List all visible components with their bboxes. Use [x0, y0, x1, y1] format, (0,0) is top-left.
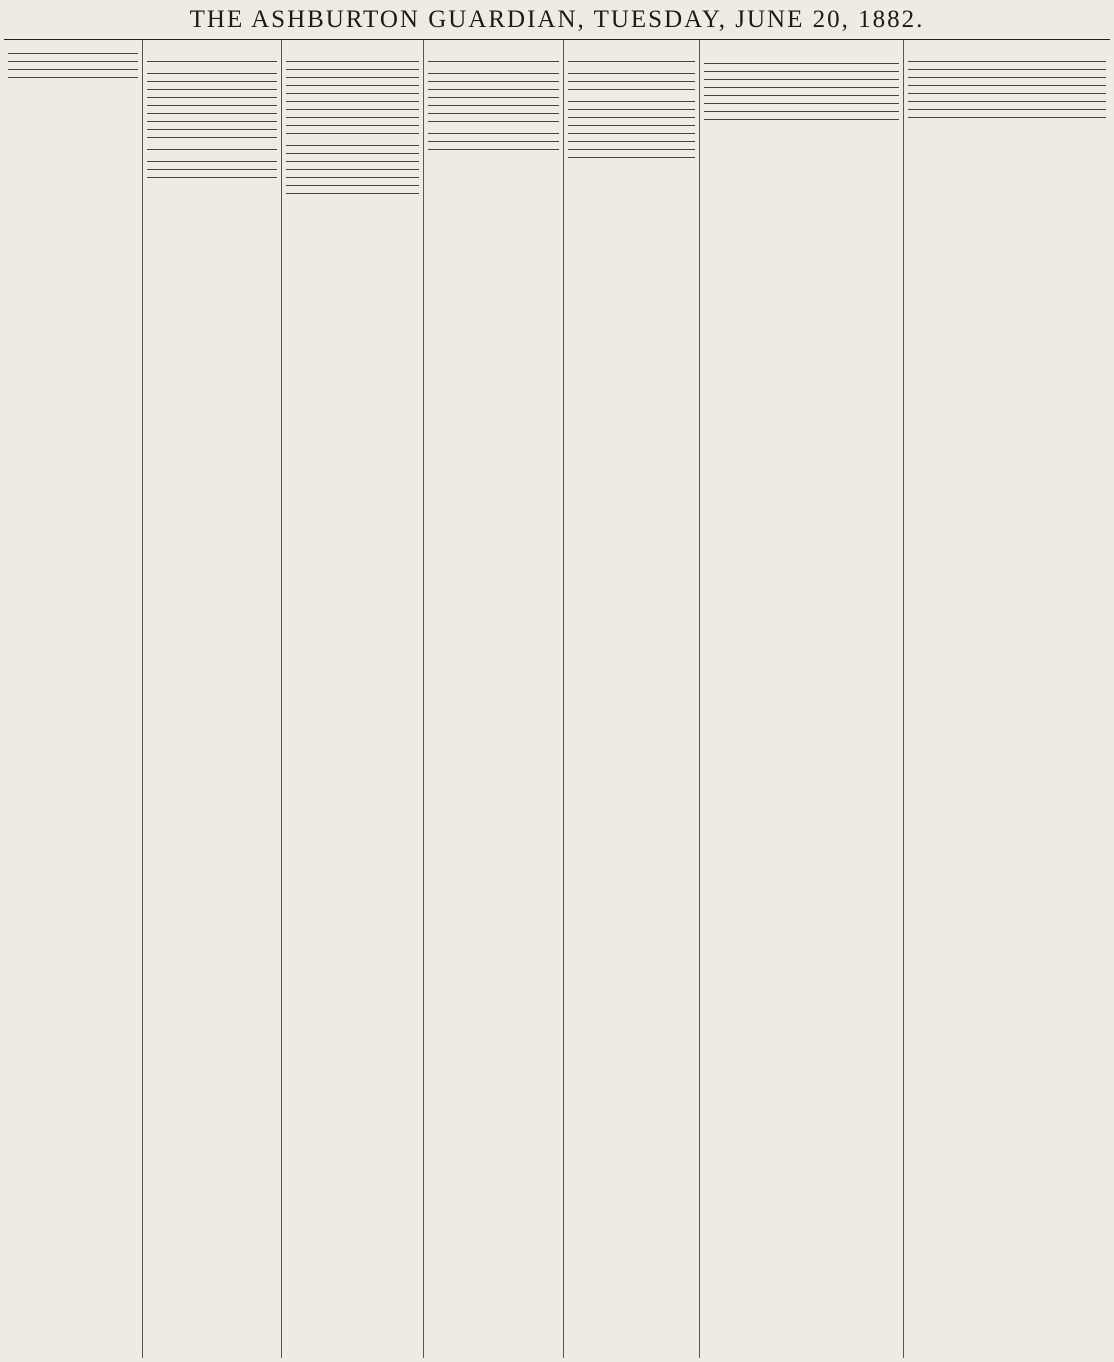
- advertisement: [286, 178, 419, 186]
- advertisement: [286, 138, 419, 146]
- column-6: [700, 40, 904, 1358]
- advertisement: [428, 114, 559, 122]
- advertisement: [704, 96, 899, 104]
- advertisement: [908, 102, 1106, 110]
- advertisement: [8, 62, 138, 70]
- advertisement: [704, 80, 899, 88]
- advertisement: [568, 150, 695, 158]
- advertisement: [428, 134, 559, 142]
- advertisement: [286, 110, 419, 118]
- advertisement: [568, 102, 695, 110]
- advertisement: [286, 94, 419, 102]
- advertisement: [286, 62, 419, 70]
- advertisement: [568, 94, 695, 102]
- advertisement: [908, 86, 1106, 94]
- advertisement: [568, 66, 695, 74]
- advertisement: [147, 130, 277, 138]
- advertisement: [704, 120, 899, 127]
- advertisement: [286, 54, 419, 62]
- advertisement: [8, 54, 138, 62]
- advertisement: [908, 70, 1106, 78]
- advertisement: [147, 114, 277, 122]
- advertisement: [147, 106, 277, 114]
- advertisement: [147, 90, 277, 98]
- advertisement: [286, 146, 419, 154]
- advertisement: [286, 186, 419, 194]
- advertisement: [908, 94, 1106, 102]
- advertisement: [428, 98, 559, 106]
- advertisement: [428, 74, 559, 82]
- column-heading: [428, 42, 559, 52]
- column-heading: [704, 42, 899, 52]
- advertisement: [147, 162, 277, 170]
- advertisement: [428, 142, 559, 150]
- advertisement: [568, 118, 695, 126]
- advertisement: [147, 170, 277, 178]
- advertisement: [286, 86, 419, 94]
- advertisement: [704, 88, 899, 96]
- advertisement: [286, 170, 419, 178]
- advertisement: [428, 90, 559, 98]
- advertisement: [908, 54, 1106, 62]
- column-heading: [147, 42, 277, 52]
- advertisement: [704, 56, 899, 64]
- advertisement: [568, 126, 695, 134]
- advertisement: [147, 66, 277, 74]
- column-7: [904, 40, 1110, 1358]
- column-1: [4, 40, 143, 1358]
- advertisement: [428, 106, 559, 114]
- advertisement: [908, 78, 1106, 86]
- advertisement: [147, 154, 277, 162]
- advertisement: [704, 72, 899, 80]
- advertisement: [147, 142, 277, 150]
- advertisement: [908, 110, 1106, 118]
- advertisement: [704, 112, 899, 120]
- advertisement: [286, 102, 419, 110]
- advertisement: [286, 78, 419, 86]
- advertisement: [286, 118, 419, 126]
- advertisement: [428, 54, 559, 62]
- advertisement: [147, 82, 277, 90]
- advertisement: [428, 126, 559, 134]
- column-heading: [568, 42, 695, 52]
- column-4: [424, 40, 564, 1358]
- advertisement: [428, 66, 559, 74]
- advertisement: [568, 54, 695, 62]
- advertisement: [568, 158, 695, 165]
- advertisement: [286, 194, 419, 201]
- advertisement: [8, 78, 138, 85]
- advertisement: [147, 98, 277, 106]
- masthead: THE ASHBURTON GUARDIAN, TUESDAY, JUNE 20, 1882.: [189, 6, 925, 33]
- advertisement: [704, 104, 899, 112]
- advertisement: [147, 178, 277, 185]
- columns-container: [4, 40, 1110, 1358]
- advertisement: [428, 150, 559, 157]
- advertisement: [8, 46, 138, 54]
- advertisement: [147, 54, 277, 62]
- advertisement: [568, 110, 695, 118]
- column-heading: [286, 42, 419, 52]
- column-5: [564, 40, 700, 1358]
- column-2: [143, 40, 282, 1358]
- column-heading: [908, 42, 1106, 52]
- advertisement: [704, 64, 899, 72]
- advertisement: [286, 70, 419, 78]
- advertisement: [147, 122, 277, 130]
- advertisement: [286, 162, 419, 170]
- advertisement: [568, 134, 695, 142]
- advertisement: [908, 118, 1106, 125]
- advertisement: [568, 142, 695, 150]
- advertisement: [568, 82, 695, 90]
- advertisement: [8, 70, 138, 78]
- advertisement: [568, 74, 695, 82]
- advertisement: [428, 82, 559, 90]
- column-3: [282, 40, 424, 1358]
- advertisement: [908, 62, 1106, 70]
- advertisement: [286, 126, 419, 134]
- advertisement: [286, 154, 419, 162]
- advertisement: [147, 74, 277, 82]
